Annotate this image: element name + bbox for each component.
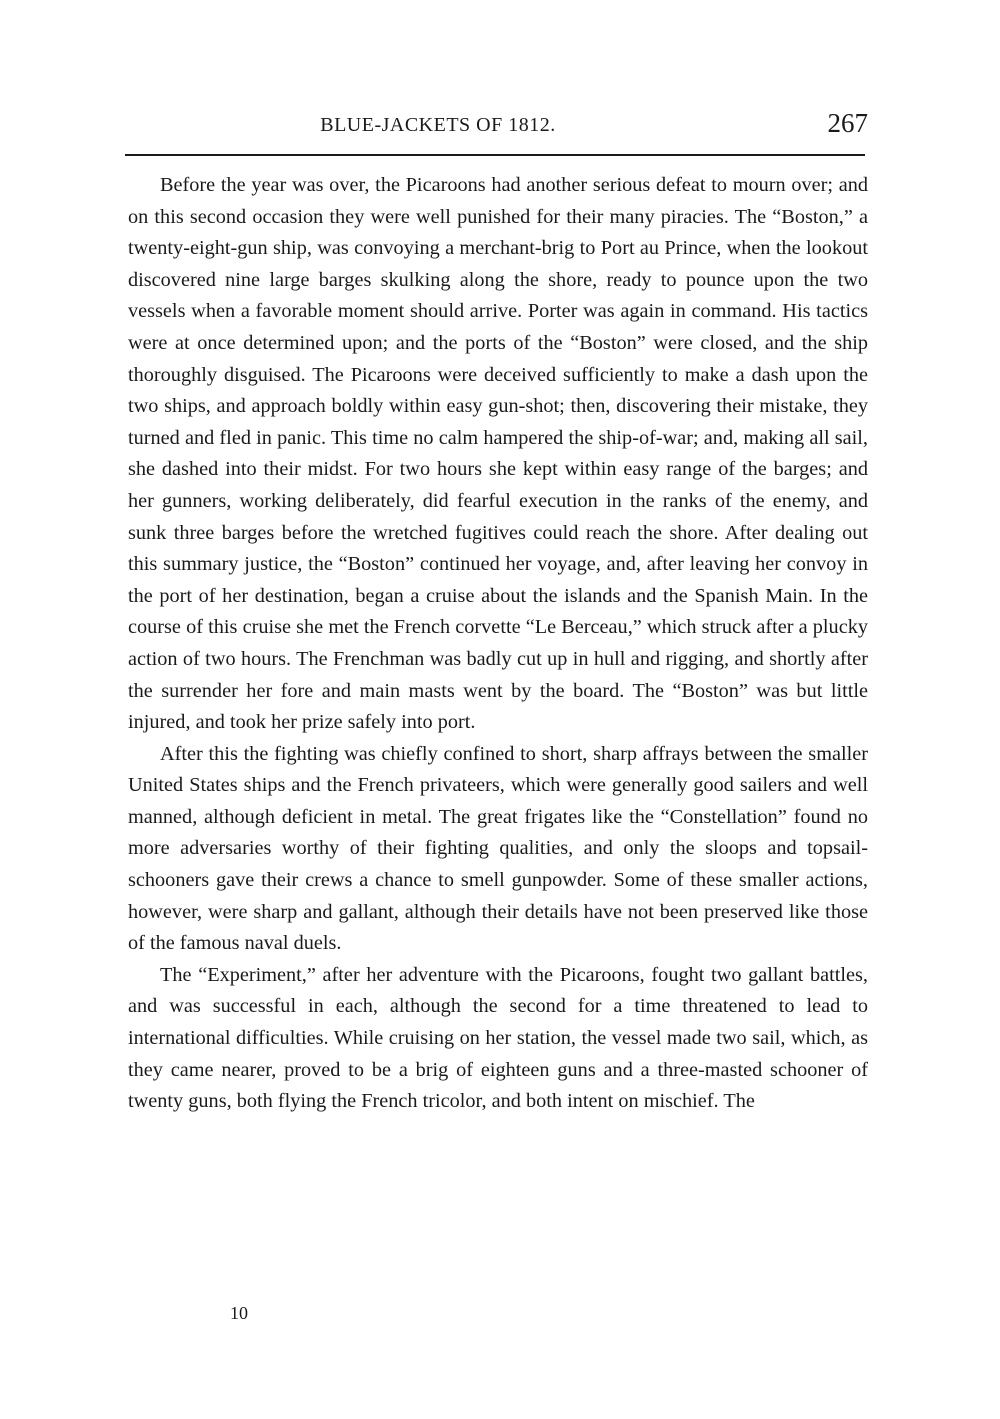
page-number: 267 (827, 108, 868, 138)
paragraph: Before the year was over, the Picaroons had another serious defeat to mourn over; and on this second occasion they were well punished for their many piracies. The “Boston,” a twenty-eight-gun ship, was convoying a merchant-brig to Port au Prince, when the lookout discovered nine large barges skulking along the shore, ready to pounce upon the two vessels when a favorable moment should arrive. Porter was again in command. His tactics were at once determined upon; and the ports of the “Boston” were closed, and the ship thoroughly disguised. The Picaroons were deceived sufficiently to make a dash upon the two ships, and approach boldly within easy gun-shot; then, discovering their mistake, they turned and fled in panic. This time no calm hampered the ship-of-war; and, making all sail, she dashed into their midst. For two hours she kept within easy range of the barges; and her gunners, working deliberately, did fearful execution in the ranks of the enemy, and sunk three barges before the wretched fugitives could reach the shore. After dealing out this summary justice, the “Boston” continued her voyage, and, after leaving her convoy in the port of her destination, began a cruise about the islands and the Spanish Main. In the course of this cruise she met the French corvette “Le Berceau,” which struck after a plucky action of two hours. The Frenchman was badly cut up in hull and rigging, and shortly after the surrender her fore and main masts went by the board. The “Boston” was but little injured, and took her prize safely into port. (128, 174, 868, 734)
signature-mark: 10 (230, 1303, 248, 1323)
paragraph: The “Experiment,” after her adventure with the Picaroons, fought two gallant battles, and was successful in each, although the second for a time threatened to lead to international difficulties. While cruising on her station, the vessel made two sail, which, as they came nearer, proved to be a brig of eighteen guns and a three-masted schooner of twenty guns, both flying the French tricolor, and both intent on mischief. The (128, 963, 868, 1113)
body-text (128, 170, 868, 1118)
header-rule (125, 154, 865, 156)
running-head (128, 108, 868, 142)
running-title: BLUE-JACKETS OF 1812. (320, 114, 556, 136)
paragraph: After this the fighting was chiefly confined to short, sharp affrays between the smaller United States ships and the French privateers, which were generally good sailers and well manned, although deficient in metal. The great frigates like the “Constellation” found no more adversaries worthy of their fighting qualities, and only the sloops and topsail-schooners gave their crews a chance to smell gunpowder. Some of these smaller actions, however, were sharp and gallant, although their details have not been preserved like those of the famous naval duels. (128, 742, 868, 955)
